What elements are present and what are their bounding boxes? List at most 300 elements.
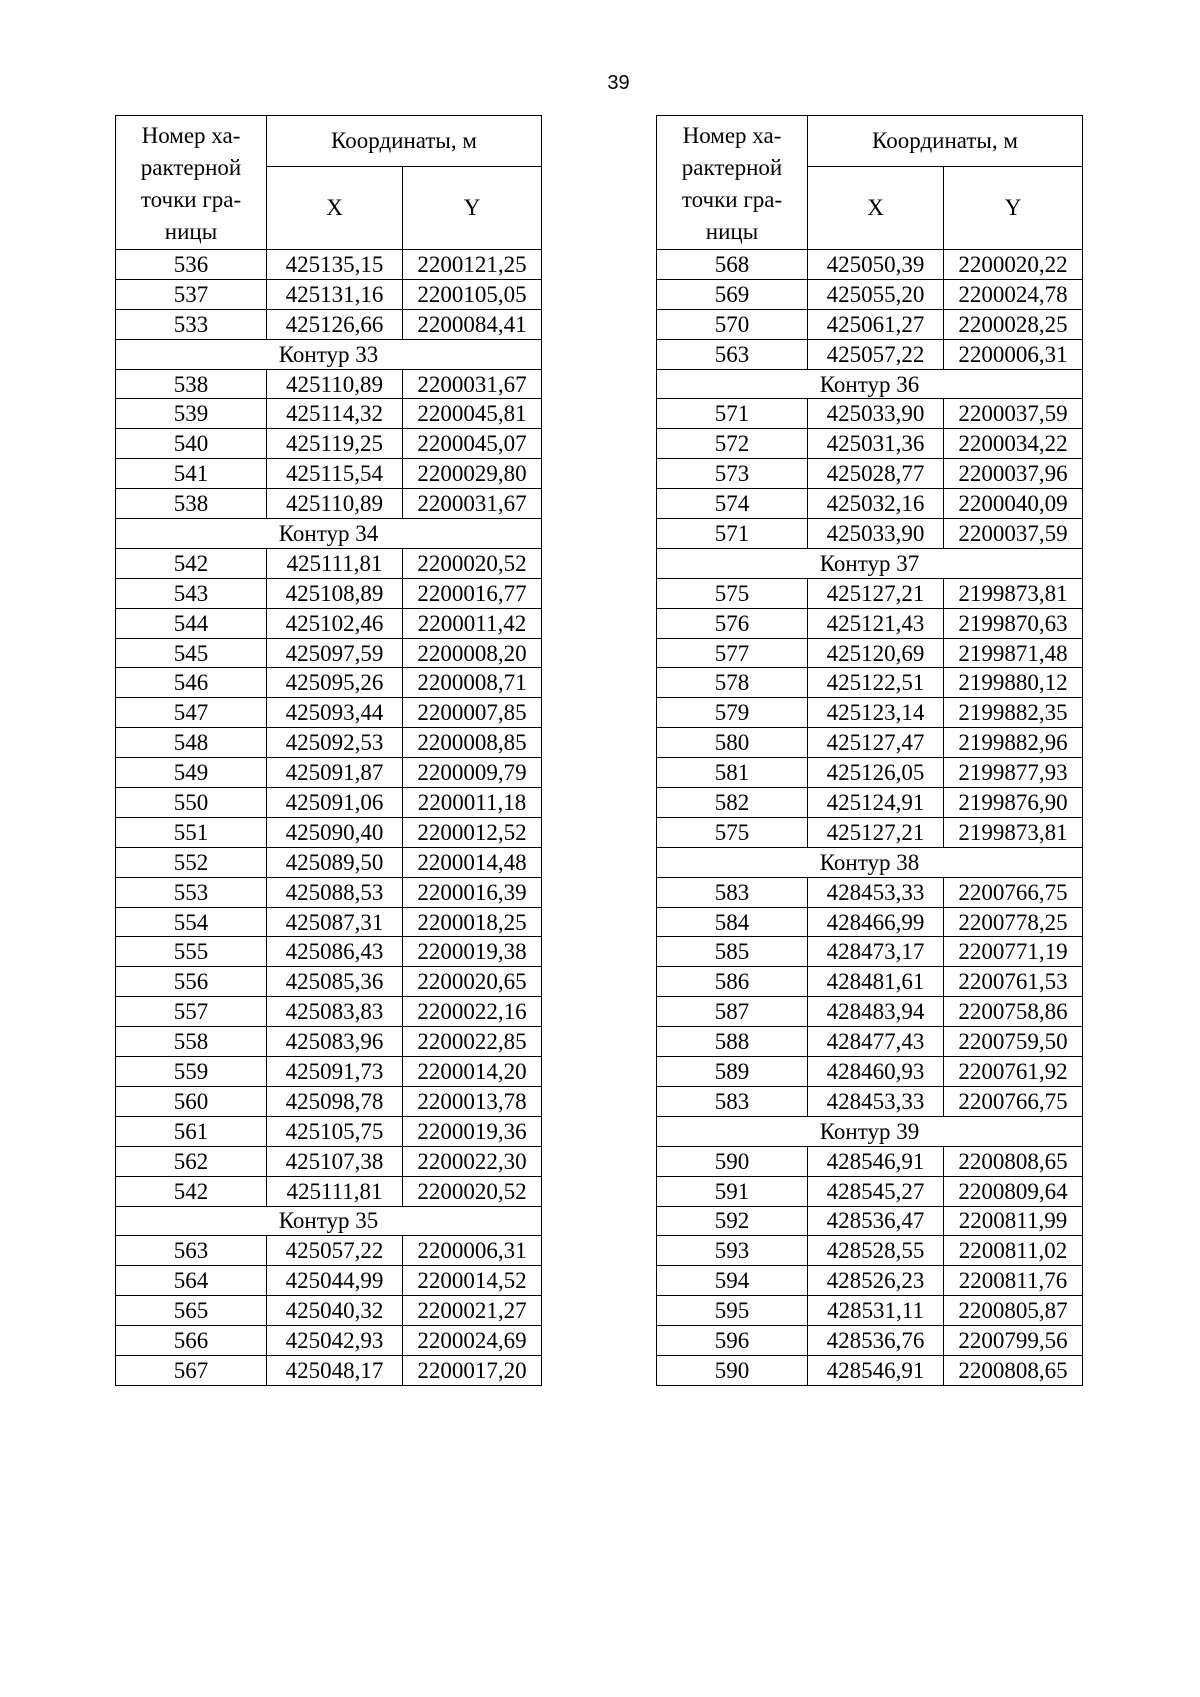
table-row: [657, 758, 1083, 788]
table-row: [116, 399, 542, 429]
table-row: [116, 1176, 542, 1206]
x-coordinate-cell: 428473,17: [808, 937, 944, 967]
y-coordinate-cell: 2200012,52: [403, 817, 542, 847]
y-coordinate-cell: 2200811,02: [944, 1236, 1083, 1266]
x-coordinate-cell: 425126,05: [808, 758, 944, 788]
x-coordinate-cell: 425111,81: [267, 548, 403, 578]
table-row: [116, 788, 542, 818]
y-coordinate-cell: 2200008,20: [403, 638, 542, 668]
y-coordinate-cell: 2199870,63: [944, 608, 1083, 638]
x-coordinate-cell: 425055,20: [808, 279, 944, 309]
y-coordinate-cell: 2200006,31: [403, 1236, 542, 1266]
x-coordinate-cell: 425050,39: [808, 250, 944, 280]
y-coordinate-cell: 2200084,41: [403, 309, 542, 339]
contour-label: Контур 39: [657, 1116, 1083, 1146]
y-coordinate-cell: 2200811,76: [944, 1266, 1083, 1296]
coordinates-header: Координаты, м: [267, 116, 542, 167]
table-body: [116, 250, 542, 1386]
y-coordinate-cell: 2200037,59: [944, 399, 1083, 429]
x-coordinate-cell: 425110,89: [267, 369, 403, 399]
table-row: [657, 907, 1083, 937]
table-row: [657, 638, 1083, 668]
table-row: [116, 817, 542, 847]
x-coordinate-cell: 425114,32: [267, 399, 403, 429]
y-coordinate-cell: 2200029,80: [403, 459, 542, 489]
y-coordinate-cell: 2200019,36: [403, 1116, 542, 1146]
x-coordinate-cell: 428453,33: [808, 1086, 944, 1116]
point-number-cell: 552: [116, 847, 267, 877]
table-row: [657, 1266, 1083, 1296]
x-coordinate-cell: 425110,89: [267, 489, 403, 519]
point-number-cell: 540: [116, 429, 267, 459]
x-coordinate-cell: 425098,78: [267, 1086, 403, 1116]
y-coordinate-cell: 2200105,05: [403, 279, 542, 309]
y-coordinate-cell: 2200771,19: [944, 937, 1083, 967]
x-coordinate-cell: 425061,27: [808, 309, 944, 339]
point-number-cell: 542: [116, 548, 267, 578]
point-number-cell: 574: [657, 489, 808, 519]
y-column-header: Y: [403, 166, 542, 250]
y-column-header: Y: [944, 166, 1083, 250]
y-coordinate-cell: 2200007,85: [403, 698, 542, 728]
table-row: [657, 399, 1083, 429]
x-coordinate-cell: 428531,11: [808, 1296, 944, 1326]
table-row: [657, 877, 1083, 907]
y-coordinate-cell: 2200805,87: [944, 1296, 1083, 1326]
table-row: [657, 279, 1083, 309]
table-row: [657, 1355, 1083, 1385]
point-number-cell: 554: [116, 907, 267, 937]
x-coordinate-cell: 425115,54: [267, 459, 403, 489]
x-coordinate-cell: 425122,51: [808, 668, 944, 698]
table-row: [116, 937, 542, 967]
point-number-cell: 545: [116, 638, 267, 668]
table-row: [116, 668, 542, 698]
y-coordinate-cell: 2199873,81: [944, 817, 1083, 847]
table-row: [657, 668, 1083, 698]
y-coordinate-cell: 2200808,65: [944, 1355, 1083, 1385]
table-row: [116, 877, 542, 907]
contour-row: [116, 519, 542, 549]
table-row: [116, 1086, 542, 1116]
table-row: [116, 608, 542, 638]
y-coordinate-cell: 2200017,20: [403, 1355, 542, 1385]
point-number-cell: 543: [116, 578, 267, 608]
table-row: [657, 728, 1083, 758]
x-coordinate-cell: 428481,61: [808, 967, 944, 997]
y-coordinate-cell: 2200011,18: [403, 788, 542, 818]
x-column-header: X: [808, 166, 944, 250]
y-coordinate-cell: 2200021,27: [403, 1296, 542, 1326]
point-number-header-line: точки гра-: [681, 186, 783, 212]
x-coordinate-cell: 425127,47: [808, 728, 944, 758]
table-header: [657, 116, 1083, 250]
point-number-cell: 555: [116, 937, 267, 967]
point-number-cell: 583: [657, 877, 808, 907]
y-coordinate-cell: 2200016,39: [403, 877, 542, 907]
point-number-cell: 596: [657, 1326, 808, 1356]
point-number-cell: 581: [657, 758, 808, 788]
x-coordinate-cell: 425033,90: [808, 399, 944, 429]
contour-label: Контур 33: [116, 339, 542, 369]
point-number-cell: 565: [116, 1296, 267, 1326]
x-coordinate-cell: 425095,26: [267, 668, 403, 698]
x-coordinate-cell: 425057,22: [808, 339, 944, 369]
point-number-header-line: рактерной: [140, 154, 242, 180]
y-coordinate-cell: 2200022,16: [403, 997, 542, 1027]
point-number-cell: 576: [657, 608, 808, 638]
point-number-cell: 557: [116, 997, 267, 1027]
point-number-cell: 593: [657, 1236, 808, 1266]
point-number-cell: 569: [657, 279, 808, 309]
x-coordinate-cell: 425031,36: [808, 429, 944, 459]
table-row: [657, 339, 1083, 369]
y-coordinate-cell: 2200761,92: [944, 1057, 1083, 1087]
point-number-cell: 573: [657, 459, 808, 489]
y-coordinate-cell: 2200014,52: [403, 1266, 542, 1296]
y-coordinate-cell: 2200778,25: [944, 907, 1083, 937]
contour-row: [657, 847, 1083, 877]
y-coordinate-cell: 2200020,65: [403, 967, 542, 997]
y-coordinate-cell: 2200799,56: [944, 1326, 1083, 1356]
coordinates-header: Координаты, м: [808, 116, 1083, 167]
table-row: [657, 309, 1083, 339]
table-row: [657, 1146, 1083, 1176]
table-row: [116, 1146, 542, 1176]
y-coordinate-cell: 2200028,25: [944, 309, 1083, 339]
x-coordinate-cell: 428536,76: [808, 1326, 944, 1356]
point-number-header-line: точки гра-: [140, 186, 242, 212]
table-row: [116, 309, 542, 339]
table-row: [657, 519, 1083, 549]
table-row: [657, 1296, 1083, 1326]
table-row: [657, 937, 1083, 967]
table-row: [657, 250, 1083, 280]
x-coordinate-cell: 425040,32: [267, 1296, 403, 1326]
x-coordinate-cell: 425028,77: [808, 459, 944, 489]
point-number-cell: 582: [657, 788, 808, 818]
x-coordinate-cell: 425089,50: [267, 847, 403, 877]
table-row: [116, 1296, 542, 1326]
x-coordinate-cell: 425057,22: [267, 1236, 403, 1266]
y-coordinate-cell: 2200034,22: [944, 429, 1083, 459]
table-row: [116, 728, 542, 758]
x-coordinate-cell: 425032,16: [808, 489, 944, 519]
y-coordinate-cell: 2199877,93: [944, 758, 1083, 788]
x-coordinate-cell: 425086,43: [267, 937, 403, 967]
point-number-header-line: рактерной: [681, 154, 783, 180]
table-body: [657, 250, 1083, 1386]
contour-row: [657, 548, 1083, 578]
table-row: [657, 788, 1083, 818]
y-coordinate-cell: 2200037,59: [944, 519, 1083, 549]
y-coordinate-cell: 2200014,20: [403, 1057, 542, 1087]
point-number-header-line: Номер ха-: [682, 122, 782, 148]
x-coordinate-cell: 425042,93: [267, 1326, 403, 1356]
point-number-cell: 591: [657, 1176, 808, 1206]
y-coordinate-cell: 2199873,81: [944, 578, 1083, 608]
point-number-cell: 563: [657, 339, 808, 369]
point-number-header-line: ницы: [164, 218, 218, 244]
y-coordinate-cell: 2200766,75: [944, 1086, 1083, 1116]
table-row: [116, 489, 542, 519]
x-coordinate-cell: 425085,36: [267, 967, 403, 997]
point-number-cell: 561: [116, 1116, 267, 1146]
x-coordinate-cell: 425127,21: [808, 817, 944, 847]
point-number-cell: 533: [116, 309, 267, 339]
point-number-cell: 568: [657, 250, 808, 280]
point-number-cell: 538: [116, 489, 267, 519]
y-coordinate-cell: 2199871,48: [944, 638, 1083, 668]
x-coordinate-cell: 425127,21: [808, 578, 944, 608]
x-coordinate-cell: 425091,06: [267, 788, 403, 818]
point-number-cell: 577: [657, 638, 808, 668]
contour-label: Контур 35: [116, 1206, 542, 1236]
point-number-cell: 586: [657, 967, 808, 997]
point-number-cell: 548: [116, 728, 267, 758]
point-number-cell: 592: [657, 1206, 808, 1236]
y-coordinate-cell: 2200009,79: [403, 758, 542, 788]
point-number-cell: 567: [116, 1355, 267, 1385]
point-number-cell: 583: [657, 1086, 808, 1116]
y-coordinate-cell: 2200045,07: [403, 429, 542, 459]
table-row: [657, 1057, 1083, 1087]
table-row: [116, 1266, 542, 1296]
table-row: [657, 997, 1083, 1027]
x-coordinate-cell: 425111,81: [267, 1176, 403, 1206]
point-number-cell: 560: [116, 1086, 267, 1116]
point-number-cell: 579: [657, 698, 808, 728]
table-row: [116, 638, 542, 668]
x-coordinate-cell: 428483,94: [808, 997, 944, 1027]
coordinates-table-left: [115, 115, 542, 1386]
x-coordinate-cell: 425088,53: [267, 877, 403, 907]
point-number-cell: 558: [116, 1027, 267, 1057]
y-coordinate-cell: 2200008,85: [403, 728, 542, 758]
point-number-cell: 550: [116, 788, 267, 818]
y-coordinate-cell: 2200016,77: [403, 578, 542, 608]
x-coordinate-cell: 425090,40: [267, 817, 403, 847]
x-coordinate-cell: 428546,91: [808, 1355, 944, 1385]
x-coordinate-cell: 425083,96: [267, 1027, 403, 1057]
point-number-cell: 546: [116, 668, 267, 698]
contour-row: [657, 369, 1083, 399]
table-row: [116, 1355, 542, 1385]
table-row: [657, 459, 1083, 489]
point-number-cell: 585: [657, 937, 808, 967]
y-coordinate-cell: 2200811,99: [944, 1206, 1083, 1236]
y-coordinate-cell: 2200040,09: [944, 489, 1083, 519]
contour-label: Контур 36: [657, 369, 1083, 399]
table-row: [657, 1176, 1083, 1206]
table-row: [657, 1027, 1083, 1057]
x-coordinate-cell: 428453,33: [808, 877, 944, 907]
table-header: [116, 116, 542, 250]
x-coordinate-cell: 425091,87: [267, 758, 403, 788]
point-number-cell: 580: [657, 728, 808, 758]
y-coordinate-cell: 2200045,81: [403, 399, 542, 429]
x-coordinate-cell: 425121,43: [808, 608, 944, 638]
point-number-cell: 536: [116, 250, 267, 280]
y-coordinate-cell: 2200020,22: [944, 250, 1083, 280]
page-number: 39: [607, 72, 630, 94]
y-coordinate-cell: 2200013,78: [403, 1086, 542, 1116]
x-coordinate-cell: 425120,69: [808, 638, 944, 668]
point-number-cell: 553: [116, 877, 267, 907]
point-number-cell: 538: [116, 369, 267, 399]
x-coordinate-cell: 425033,90: [808, 519, 944, 549]
y-coordinate-cell: 2200019,38: [403, 937, 542, 967]
y-coordinate-cell: 2200020,52: [403, 1176, 542, 1206]
y-coordinate-cell: 2200031,67: [403, 489, 542, 519]
x-coordinate-cell: 425119,25: [267, 429, 403, 459]
table-row: [116, 369, 542, 399]
table-row: [657, 578, 1083, 608]
table-row: [657, 1086, 1083, 1116]
x-coordinate-cell: 425131,16: [267, 279, 403, 309]
point-number-cell: 559: [116, 1057, 267, 1087]
table-row: [657, 429, 1083, 459]
x-coordinate-cell: 425135,15: [267, 250, 403, 280]
point-number-cell: 589: [657, 1057, 808, 1087]
point-number-cell: 594: [657, 1266, 808, 1296]
x-coordinate-cell: 428526,23: [808, 1266, 944, 1296]
point-number-cell: 590: [657, 1146, 808, 1176]
y-coordinate-cell: 2200759,50: [944, 1027, 1083, 1057]
contour-row: [657, 1116, 1083, 1146]
table-row: [116, 758, 542, 788]
y-coordinate-cell: 2200024,78: [944, 279, 1083, 309]
y-coordinate-cell: 2200014,48: [403, 847, 542, 877]
point-number-cell: 542: [116, 1176, 267, 1206]
x-coordinate-cell: 425093,44: [267, 698, 403, 728]
point-number-cell: 595: [657, 1296, 808, 1326]
contour-row: [116, 339, 542, 369]
point-number-cell: 547: [116, 698, 267, 728]
y-coordinate-cell: 2200809,64: [944, 1176, 1083, 1206]
point-number-cell: 551: [116, 817, 267, 847]
y-coordinate-cell: 2200022,85: [403, 1027, 542, 1057]
point-number-cell: 578: [657, 668, 808, 698]
table-row: [657, 489, 1083, 519]
table-row: [116, 997, 542, 1027]
x-coordinate-cell: 425083,83: [267, 997, 403, 1027]
table-row: [116, 1236, 542, 1266]
contour-label: Контур 37: [657, 548, 1083, 578]
y-coordinate-cell: 2199882,35: [944, 698, 1083, 728]
x-coordinate-cell: 425048,17: [267, 1355, 403, 1385]
contour-label: Контур 34: [116, 519, 542, 549]
x-coordinate-cell: 428545,27: [808, 1176, 944, 1206]
table-row: [657, 698, 1083, 728]
x-coordinate-cell: 425123,14: [808, 698, 944, 728]
x-coordinate-cell: 425105,75: [267, 1116, 403, 1146]
point-number-cell: 584: [657, 907, 808, 937]
point-number-cell: 575: [657, 578, 808, 608]
table-row: [116, 459, 542, 489]
table-row: [116, 279, 542, 309]
x-coordinate-cell: 425124,91: [808, 788, 944, 818]
point-number-cell: 563: [116, 1236, 267, 1266]
y-coordinate-cell: 2200011,42: [403, 608, 542, 638]
point-number-cell: 556: [116, 967, 267, 997]
y-coordinate-cell: 2199880,12: [944, 668, 1083, 698]
table-row: [116, 548, 542, 578]
contour-label: Контур 38: [657, 847, 1083, 877]
x-coordinate-cell: 425087,31: [267, 907, 403, 937]
y-coordinate-cell: 2200037,96: [944, 459, 1083, 489]
x-coordinate-cell: 425091,73: [267, 1057, 403, 1087]
table-row: [116, 1326, 542, 1356]
coordinates-table-right: [656, 115, 1083, 1386]
point-number-cell: 562: [116, 1146, 267, 1176]
contour-row: [116, 1206, 542, 1236]
y-coordinate-cell: 2200766,75: [944, 877, 1083, 907]
y-coordinate-cell: 2200121,25: [403, 250, 542, 280]
x-coordinate-cell: 425097,59: [267, 638, 403, 668]
y-coordinate-cell: 2200022,30: [403, 1146, 542, 1176]
table-row: [657, 967, 1083, 997]
point-number-header-line: Номер ха-: [141, 122, 241, 148]
y-coordinate-cell: 2199882,96: [944, 728, 1083, 758]
y-coordinate-cell: 2200031,67: [403, 369, 542, 399]
y-coordinate-cell: 2200024,69: [403, 1326, 542, 1356]
table-row: [116, 1027, 542, 1057]
table-row: [116, 1057, 542, 1087]
table-row: [116, 698, 542, 728]
point-number-cell: 566: [116, 1326, 267, 1356]
x-column-header: X: [267, 166, 403, 250]
y-coordinate-cell: 2200008,71: [403, 668, 542, 698]
x-coordinate-cell: 425092,53: [267, 728, 403, 758]
x-coordinate-cell: 428466,99: [808, 907, 944, 937]
x-coordinate-cell: 428477,43: [808, 1027, 944, 1057]
table-row: [116, 1116, 542, 1146]
x-coordinate-cell: 428546,91: [808, 1146, 944, 1176]
x-coordinate-cell: 428460,93: [808, 1057, 944, 1087]
point-number-cell: 539: [116, 399, 267, 429]
y-coordinate-cell: 2200020,52: [403, 548, 542, 578]
y-coordinate-cell: 2199876,90: [944, 788, 1083, 818]
table-row: [657, 608, 1083, 638]
y-coordinate-cell: 2200758,86: [944, 997, 1083, 1027]
table-row: [116, 578, 542, 608]
table-row: [657, 1236, 1083, 1266]
point-number-cell: 575: [657, 817, 808, 847]
y-coordinate-cell: 2200808,65: [944, 1146, 1083, 1176]
point-number-header-line: ницы: [705, 218, 759, 244]
point-number-header: [116, 116, 267, 250]
y-coordinate-cell: 2200006,31: [944, 339, 1083, 369]
table-row: [116, 847, 542, 877]
point-number-cell: 590: [657, 1355, 808, 1385]
point-number-cell: 570: [657, 309, 808, 339]
point-number-cell: 572: [657, 429, 808, 459]
point-number-cell: 571: [657, 399, 808, 429]
x-coordinate-cell: 425044,99: [267, 1266, 403, 1296]
point-number-cell: 541: [116, 459, 267, 489]
point-number-cell: 587: [657, 997, 808, 1027]
table-row: [116, 967, 542, 997]
table-row: [116, 429, 542, 459]
point-number-cell: 564: [116, 1266, 267, 1296]
x-coordinate-cell: 425108,89: [267, 578, 403, 608]
x-coordinate-cell: 425126,66: [267, 309, 403, 339]
x-coordinate-cell: 425107,38: [267, 1146, 403, 1176]
point-number-header: [657, 116, 808, 250]
table-row: [657, 1326, 1083, 1356]
table-row: [657, 817, 1083, 847]
